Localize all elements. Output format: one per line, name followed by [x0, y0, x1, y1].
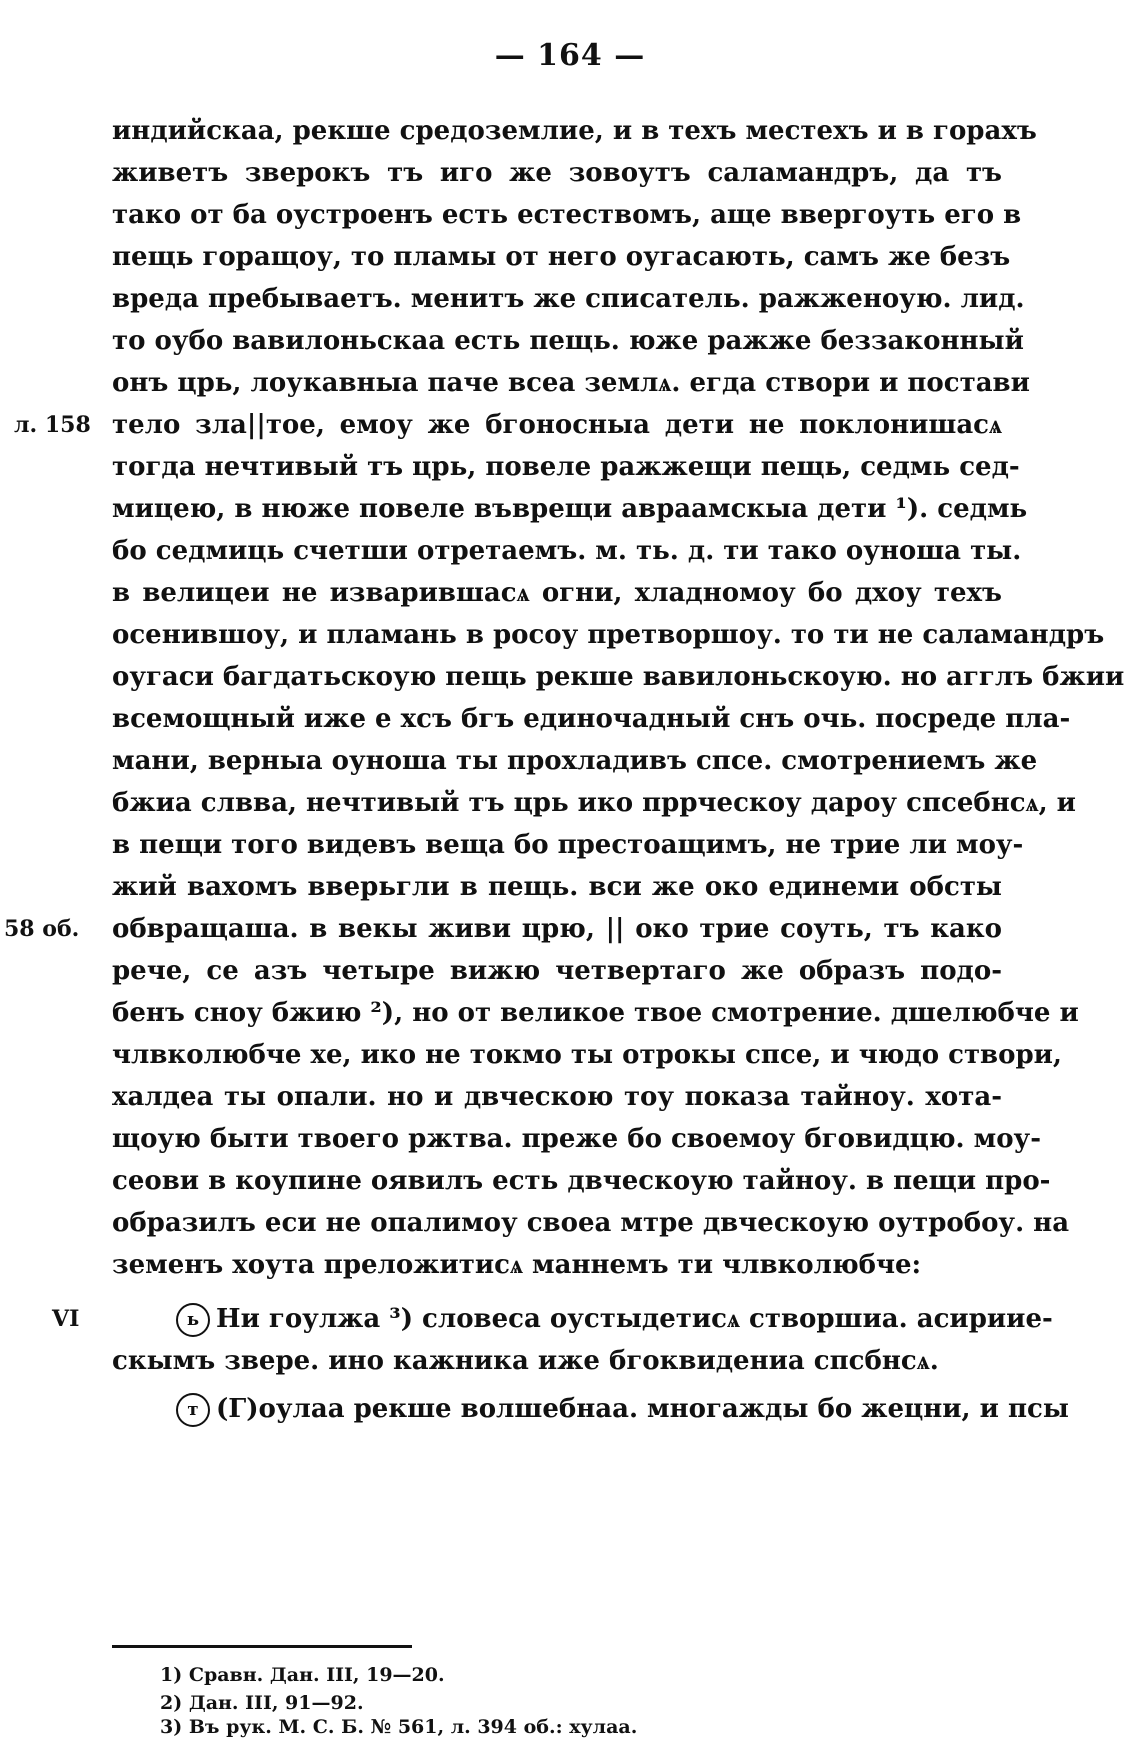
text-line: мани, верныа оуноша ты прохладивъ спсе. смотрениемъ же — [112, 746, 1038, 776]
text-line: бенъ сноу бжию ²), но от великое твое смотрение. дшелюбче и — [112, 998, 1079, 1028]
text-line: обвращаша. в векы живи црю, || око трие соуть, тъ како — [112, 914, 1002, 944]
text-line: в велицеи не изварившасѧ огни, хладномоу бо дхоу техъ — [112, 578, 1002, 608]
text-line: тело зла||тое, емоу же бгоносныа дети не поклонишасѧ — [112, 410, 1002, 440]
text-line: в пещи того видевъ веща бо престоащимъ, не трие ли моу- — [112, 830, 1024, 860]
text-line: индийскаа, рекше средоземлие, и в техъ местехъ и в горахъ — [112, 116, 1037, 146]
text-line: всемощный иже е хсъ бгъ единочадный снъ очь. посреде пла- — [112, 704, 1071, 734]
page-number: — 164 — — [494, 38, 646, 73]
circled-letter-marker: ь — [176, 1303, 210, 1337]
text-line: члвколюбче хе, ико не токмо ты отрокы спсе, и чюдо створи, — [112, 1040, 1062, 1070]
section-vi-line: скымъ звере. ино кажника иже бгоквидениа спсбнсѧ. — [112, 1346, 939, 1376]
text-line: вреда пребываетъ. менитъ же списатель. ражженоую. лид. — [112, 284, 1025, 314]
section-vi-line — [176, 1388, 1069, 1430]
text-line: оугаси багдатьскоую пещь рекше вавилоньскоую. но агглъ бжии — [112, 662, 1125, 692]
text-line: жий вахомъ вверьгли в пещь. вси же око единеми обсты — [112, 872, 1002, 902]
margin-note-folio: 58 об. — [4, 916, 80, 942]
text-line: бжиа слвва, нечтивый тъ црь ико пррческоу дароу спсебнсѧ, и — [112, 788, 1076, 818]
text-line: тогда нечтивый тъ црь, повеле ражжещи пещь, седмь сед- — [112, 452, 1020, 482]
text-line: щоую быти твоего ржтва. преже бо своемоу бговидцю. моу- — [112, 1124, 1041, 1154]
text-line: бо седмиць счетши отретаемъ. м. ть. д. ти тако оуноша ты. — [112, 536, 1022, 566]
circled-letter-marker: т — [176, 1393, 210, 1427]
text-line: халдеа ты опали. но и двческою тоу показа тайноу. хота- — [112, 1082, 1002, 1112]
footnote: 1) Сравн. Дан. III, 19—20. — [160, 1664, 445, 1686]
margin-note-section: VI — [52, 1306, 80, 1332]
section-vi-line — [176, 1298, 1053, 1340]
text-line: то оубо вавилоньскаа есть пещь. юже ражже беззаконный — [112, 326, 1024, 356]
text-line: сеови в коупине оявилъ есть двческоую тайноу. в пещи про- — [112, 1166, 1051, 1196]
section-vi-text: (Г)оулаа рекше волшебнаа. многажды бо жецни, и псы — [216, 1394, 1069, 1424]
text-line: пещь горащоу, то пламы от него оугасають, самъ же безъ — [112, 242, 1011, 272]
text-line: мицею, в нюже повеле въврещи авраамскыа дети ¹). седмь — [112, 494, 1028, 524]
footnote: 2) Дан. III, 91—92. — [160, 1692, 364, 1714]
text-line: тако от ба оустроенъ есть естествомъ, аще ввергоуть его в — [112, 200, 1022, 230]
text-line: осенившоу, и пламань в росоу претворшоу. то ти не саламандръ — [112, 620, 1105, 650]
text-line: образилъ еси не опалимоу своеа мтре двческоую оутробоу. на — [112, 1208, 1070, 1238]
footnote-rule — [112, 1645, 412, 1648]
margin-note-folio: л. 158 — [14, 412, 91, 438]
text-line: земенъ хоута преложитисѧ маннемъ ти члвколюбче: — [112, 1250, 922, 1280]
text-line: рече, се азъ четыре вижю четвертаго же образъ подо- — [112, 956, 1002, 986]
text-line: живетъ зверокъ тъ иго же зовоутъ саламандръ, да тъ — [112, 158, 1002, 188]
text-line: онъ црь, лоукавныа паче всеа землѧ. егда створи и постави — [112, 368, 1030, 398]
section-vi-text: Ни гоулжа ³) словеса оустыдетисѧ створшиа. асириие- — [216, 1304, 1053, 1334]
footnote: 3) Въ рук. М. С. Б. № 561, л. 394 об.: хулаа. — [160, 1716, 638, 1738]
